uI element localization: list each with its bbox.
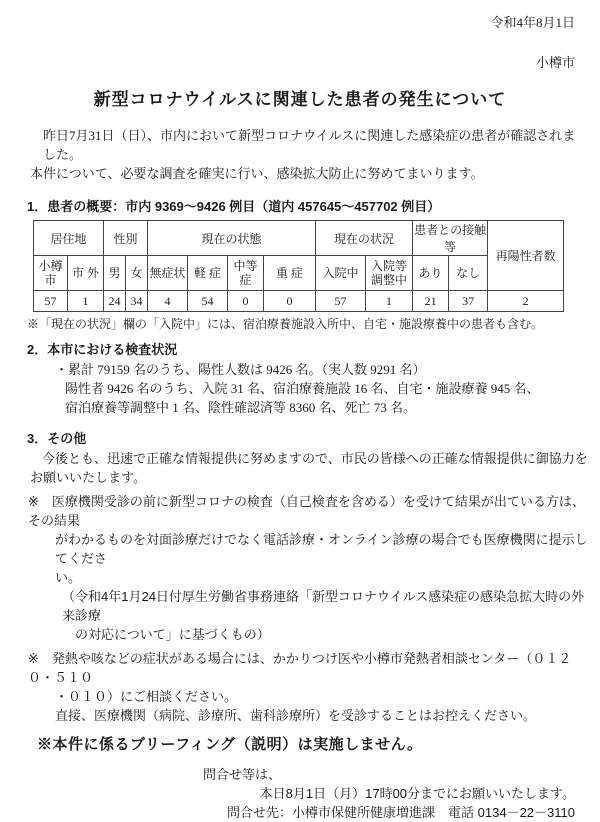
group-header-condition: 現在の状態 <box>148 221 316 256</box>
value-cell: 0 <box>264 291 316 312</box>
intro-line: 本件について、必要な調査を確実に行い、感染拡大防止に努めてまいります。 <box>30 166 484 181</box>
subheader-cell: 入院中 <box>316 256 366 291</box>
value-cell: 57 <box>34 291 68 312</box>
notice-line: 直接、医療機関（病院、診療所、歯科診療所）を受診することはお控えください。 <box>55 708 537 723</box>
contact-footer <box>0 765 600 822</box>
section2-line: 陽性者 9426 名のうち、入院 31 名、宿泊療養施設 16 名、自宅・施設療養 945 名、 <box>65 381 540 396</box>
notice-line: の対応について」に基づくもの） <box>75 627 270 642</box>
patient-summary-table <box>33 220 564 312</box>
section2-heading: 2．本市における検査状況 <box>27 342 178 357</box>
section2-line: ・累計 79159 名のうち、陽性人数は 9426 名。（実人数 9291 名） <box>55 362 426 377</box>
section3-line: お願いいたします。 <box>30 470 146 485</box>
group-header-status: 現在の状況 <box>316 221 413 256</box>
subheader-cell: 無症状 <box>148 256 188 291</box>
value-cell: 34 <box>126 291 148 312</box>
value-cell: 57 <box>316 291 366 312</box>
contact-deadline: 本日8月1日（月）17時00分までにお願いいたします。 <box>259 786 575 801</box>
value-cell: 54 <box>188 291 228 312</box>
subheader-cell: 中等症 <box>228 256 264 291</box>
value-cell: 24 <box>104 291 126 312</box>
notice-line: がわかるものを対面診療だけでなく電話診療・オンライン診療の場合でも医療機関に提示してくださ <box>55 532 588 566</box>
subheader-cell: 入院等調整中 <box>366 256 413 291</box>
notice-line: （令和4年1月24日付厚生労働省事務連絡「新型コロナウイルス感染症の感染急拡大時の外来診療 <box>62 589 585 623</box>
section3-heading: 3．その他 <box>27 431 87 446</box>
subheader-cell: 男 <box>104 256 126 291</box>
value-cell: 2 <box>488 291 564 312</box>
intro-paragraph <box>30 126 582 183</box>
header-repeat-positive: 再陽性者数 <box>488 221 564 291</box>
group-header-sex: 性別 <box>104 221 148 256</box>
subheader-cell: なし <box>449 256 488 291</box>
subheader-cell: 重 症 <box>264 256 316 291</box>
value-cell: 1 <box>366 291 413 312</box>
intro-line: 昨日7月31日（日）、市内において新型コロナウイルスに関連した感染症の患者が確認されました。 <box>43 128 576 162</box>
subheader-cell: 女 <box>126 256 148 291</box>
value-cell: 1 <box>68 291 104 312</box>
subheader-cell: あり <box>413 256 449 291</box>
contact-line: 問合せ等は、 <box>203 767 282 782</box>
value-cell: 21 <box>413 291 449 312</box>
group-header-residence: 居住地 <box>34 221 104 256</box>
subheader-cell: 小樽市 <box>34 256 68 291</box>
value-cell: 4 <box>148 291 188 312</box>
issuing-organization: 小樽市 <box>535 55 575 70</box>
subheader-cell: 市 外 <box>68 256 104 291</box>
notice-line: ・０１０）にご相談ください。 <box>55 689 238 704</box>
briefing-notice: ※本件に係るブリーフィング（説明）は実施しません。 <box>37 737 423 753</box>
notice-fever-consult <box>0 649 588 725</box>
section3-line: 今後とも、迅速で正確な情報提供に努めますので、市民の皆様への正確な情報提供に御協力を <box>42 451 588 466</box>
document-page <box>0 12 600 820</box>
group-header-contact: 患者との接触等 <box>413 221 488 256</box>
page-title: 新型コロナウイルスに関連した患者の発生について <box>93 90 507 109</box>
value-cell: 37 <box>449 291 488 312</box>
table-footnote: ※「現在の状況」欄の「入院中」には、宿泊療養施設入所中、自宅・施設療養中の患者も含む。 <box>27 317 544 331</box>
notice-line: ※ 発熱や咳などの症状がある場合には、かかりつけ医や小樽市発熱者相談センター（０１２０・５１０ <box>28 651 572 685</box>
document-date: 令和4年8月1日 <box>490 15 575 30</box>
section1-heading: 1．患者の概要：市内 9369～9426 例目（道内 457645～457702 例目） <box>27 199 441 214</box>
notice-testing <box>0 492 588 644</box>
subheader-cell: 軽 症 <box>188 256 228 291</box>
contact-phone: 問合せ先：小樽市保健所健康増進課 電話 0134－22－3110 <box>227 805 575 820</box>
value-cell: 0 <box>228 291 264 312</box>
notice-line: ※ 医療機関受診の前に新型コロナの検査（自己検査を含める）を受けて結果が出ている方は、その結果 <box>28 494 585 528</box>
notice-line: い。 <box>55 570 82 585</box>
section2-line: 宿泊療養等調整中 1 名、陰性確認済等 8360 名、死亡 73 名。 <box>65 400 417 415</box>
